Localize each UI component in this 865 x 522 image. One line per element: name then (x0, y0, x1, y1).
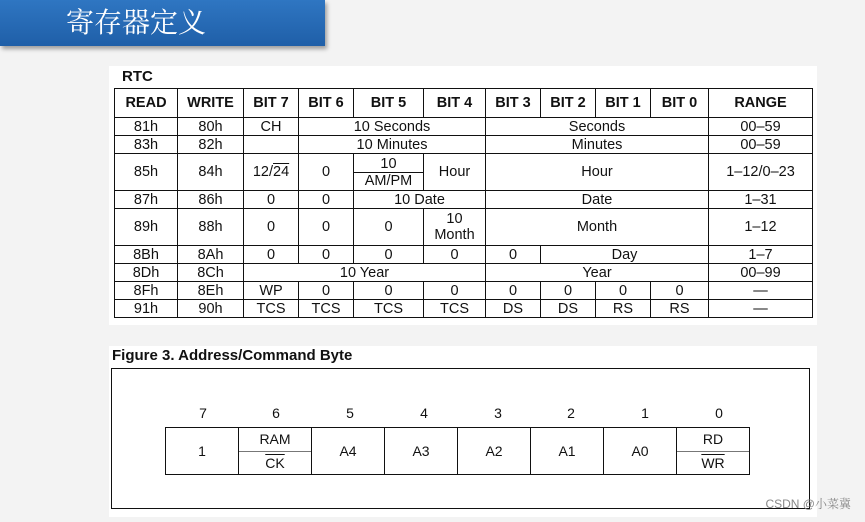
bit-cell (424, 209, 486, 246)
table-row-81h (115, 118, 813, 136)
read-cell: 85h (115, 154, 178, 191)
bit-cell: 0 (354, 246, 424, 264)
read-cell: 91h (115, 300, 178, 318)
command-byte-table (165, 427, 750, 475)
bit-cell: WP (244, 282, 299, 300)
range-cell: — (709, 282, 813, 300)
table-row-83h (115, 136, 813, 154)
bit-cell: Minutes (486, 136, 709, 154)
range-cell: 1–31 (709, 191, 813, 209)
bit-number-label: 4 (420, 405, 428, 421)
range-cell: 1–7 (709, 246, 813, 264)
bit-cell: TCS (424, 300, 486, 318)
table-row-8fh (115, 282, 813, 300)
bit-cell: Month (486, 209, 709, 246)
command-bit-cell (677, 428, 750, 475)
bit-cell: 0 (244, 209, 299, 246)
bit-cell: TCS (299, 300, 354, 318)
page-title-banner: 寄存器定义 (0, 0, 325, 46)
bit-cell: 0 (424, 246, 486, 264)
bit-cell: TCS (244, 300, 299, 318)
bit-cell: Day (541, 246, 709, 264)
read-cell: 8Bh (115, 246, 178, 264)
header-cell: BIT 5 (354, 89, 424, 118)
bit-cell: 0 (596, 282, 651, 300)
table-header-row (115, 89, 813, 118)
write-cell: 86h (178, 191, 244, 209)
bit-cell: RS (651, 300, 709, 318)
command-byte-row (166, 428, 750, 475)
table-row-89h (115, 209, 813, 246)
range-cell: 1–12/0–23 (709, 154, 813, 191)
bit-cell: CH (244, 118, 299, 136)
write-cell: 90h (178, 300, 244, 318)
bit-cell: RS (596, 300, 651, 318)
bit-cell: 0 (424, 282, 486, 300)
write-cell: 8Ch (178, 264, 244, 282)
bit-cell: 0 (299, 154, 354, 191)
read-cell: 83h (115, 136, 178, 154)
bit-text: 10 (446, 211, 463, 227)
write-cell: 82h (178, 136, 244, 154)
bit-cell: Seconds (486, 118, 709, 136)
command-bit-cell: 1 (166, 428, 239, 475)
read-cell: 89h (115, 209, 178, 246)
bit-text-overlined: AM/PM (364, 172, 413, 189)
bit-cell: Hour (424, 154, 486, 191)
table-row-8dh (115, 264, 813, 282)
bit-cell: 0 (299, 246, 354, 264)
bit-cell (244, 136, 299, 154)
command-bit-cell: A2 (458, 428, 531, 475)
bit-number-label: 6 (272, 405, 280, 421)
bit-text: 10 (354, 156, 423, 173)
watermark: CSDN @小菜冀 (765, 497, 851, 511)
table-row-87h (115, 191, 813, 209)
bit-text-overlined: $\overline{CK}$ (265, 454, 285, 471)
bit-cell: DS (486, 300, 541, 318)
bit-text: RAM (239, 428, 311, 452)
bit-cell: 0 (354, 282, 424, 300)
range-cell: 00–59 (709, 136, 813, 154)
figure-title: Figure 3. Address/Command Byte (112, 347, 353, 364)
table-row-8bh (115, 246, 813, 264)
write-cell: 8Eh (178, 282, 244, 300)
header-cell: BIT 7 (244, 89, 299, 118)
bit-cell: Year (486, 264, 709, 282)
bit-cell: 10 Date (354, 191, 486, 209)
bit-cell: 0 (244, 246, 299, 264)
command-bit-cell: A1 (531, 428, 604, 475)
bit-cell: 0 (651, 282, 709, 300)
bit-cell (354, 154, 424, 191)
bit-cell (244, 154, 299, 191)
command-bit-cell (239, 428, 312, 475)
write-cell: 8Ah (178, 246, 244, 264)
bit-cell: 10 Seconds (299, 118, 486, 136)
header-cell: BIT 4 (424, 89, 486, 118)
figure-box (111, 368, 810, 509)
header-cell: WRITE (178, 89, 244, 118)
write-cell: 88h (178, 209, 244, 246)
header-cell: BIT 2 (541, 89, 596, 118)
header-cell: RANGE (709, 89, 813, 118)
write-cell: 80h (178, 118, 244, 136)
bit-cell: Date (486, 191, 709, 209)
bit-cell: 0 (299, 282, 354, 300)
range-cell: 00–59 (709, 118, 813, 136)
command-byte-figure-panel (109, 346, 817, 517)
bit-number-label: 1 (641, 405, 649, 421)
bit-text-overlined: $\overline{WR}$ (701, 454, 725, 471)
command-bit-cell: A3 (385, 428, 458, 475)
bit-text: RD (677, 428, 749, 452)
read-cell: 8Dh (115, 264, 178, 282)
bit-number-label: 3 (494, 405, 502, 421)
bit-number-label: 0 (715, 405, 723, 421)
rtc-label: RTC (122, 68, 153, 85)
bit-cell: 0 (299, 209, 354, 246)
bit-cell: Hour (486, 154, 709, 191)
bit-cell: 0 (486, 246, 541, 264)
command-bit-cell: A0 (604, 428, 677, 475)
header-cell: READ (115, 89, 178, 118)
header-cell: BIT 1 (596, 89, 651, 118)
header-cell: BIT 0 (651, 89, 709, 118)
bit-cell: 0 (486, 282, 541, 300)
bit-cell: DS (541, 300, 596, 318)
bit-text: 12/ (252, 164, 274, 180)
bit-number-label: 2 (567, 405, 575, 421)
rtc-register-panel (109, 66, 817, 325)
range-cell: 00–99 (709, 264, 813, 282)
bit-cell: 10 Minutes (299, 136, 486, 154)
bit-cell: TCS (354, 300, 424, 318)
read-cell: 81h (115, 118, 178, 136)
table-row-85h (115, 154, 813, 191)
bit-cell: 0 (541, 282, 596, 300)
bit-cell: 10 Year (244, 264, 486, 282)
range-cell: 1–12 (709, 209, 813, 246)
range-cell: — (709, 300, 813, 318)
header-cell: BIT 6 (299, 89, 354, 118)
bit-text: Month (434, 227, 475, 243)
bit-cell: 0 (299, 191, 354, 209)
header-cell: BIT 3 (486, 89, 541, 118)
write-cell: 84h (178, 154, 244, 191)
command-bit-cell: A4 (312, 428, 385, 475)
bit-cell: 0 (354, 209, 424, 246)
bit-number-label: 7 (199, 405, 207, 421)
read-cell: 8Fh (115, 282, 178, 300)
table-row-91h (115, 300, 813, 318)
rtc-register-table (114, 88, 813, 318)
bit-text-overlined: 24 (273, 164, 290, 180)
bit-number-label: 5 (346, 405, 354, 421)
bit-cell: 0 (244, 191, 299, 209)
read-cell: 87h (115, 191, 178, 209)
